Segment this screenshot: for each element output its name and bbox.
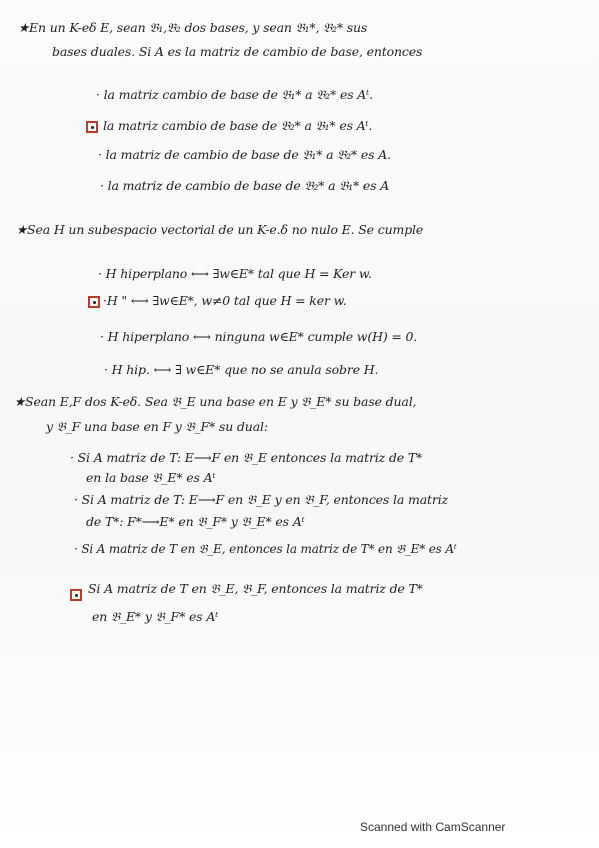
q3-stem-line2: y 𝔅_F una base en F y 𝔅_F* su dual: — [46, 419, 268, 434]
q3-option-2-line1: · Si A matriz de T: E⟶F en 𝔅_E y en 𝔅_F, entonces la matriz — [74, 492, 448, 507]
q1-option-1: · la matriz cambio de base de 𝔅₁* a 𝔅₂* es Aᵗ. — [96, 87, 373, 102]
q2-option-2: ·H " ⟷ ∃w∈E*, w≠0 tal que H = ker w. — [103, 293, 347, 308]
q3-option-1-line2: en la base 𝔅_E* es Aᵗ — [86, 470, 216, 485]
scanner-watermark: Scanned with CamScanner — [360, 820, 506, 834]
q2-option-1: · H hiperplano ⟷ ∃w∈E* tal que H = Ker w. — [98, 266, 372, 281]
checkbox-icon — [86, 121, 98, 133]
q2-option-3: · H hiperplano ⟷ ninguna w∈E* cumple w(H) = 0. — [100, 329, 418, 344]
q1-stem-line1: ★En un K-eδ E, sean 𝔅₁,𝔅₂ dos bases, y sean 𝔅₁*, 𝔅₂* sus — [18, 20, 368, 35]
checkbox-icon — [88, 296, 100, 308]
q1-option-2: la matriz cambio de base de 𝔅₂* a 𝔅₁* es Aᵗ. — [103, 118, 373, 133]
q3-option-4-line1: Si A matriz de T en 𝔅_E, 𝔅_F, entonces la matriz de T* — [88, 581, 423, 596]
q3-stem-line1: ★Sean E,F dos K-eδ. Sea 𝔅_E una base en E y 𝔅_E* su base dual, — [14, 394, 417, 409]
q3-option-1-line1: · Si A matriz de T: E⟶F en 𝔅_E entonces la matriz de T* — [70, 450, 423, 465]
checkbox-icon — [70, 589, 82, 601]
q1-option-3: · la matriz de cambio de base de 𝔅₁* a 𝔅₂* es A. — [98, 147, 391, 162]
q3-option-3: · Si A matriz de T en 𝔅_E, entonces la matriz de T* en 𝔅_E* es Aᵗ — [74, 542, 457, 556]
q1-stem-line2: bases duales. Si A es la matriz de cambio de base, entonces — [52, 44, 423, 59]
q3-option-4-line2: en 𝔅_E* y 𝔅_F* es Aᵗ — [92, 609, 219, 624]
q2-option-4: · H hip. ⟷ ∃ w∈E* que no se anula sobre H. — [104, 362, 379, 377]
q1-option-4: · la matriz de cambio de base de 𝔅₂* a 𝔅₁* es A — [100, 178, 390, 193]
q2-stem: ★Sea H un subespacio vectorial de un K-e.δ no nulo E. Se cumple — [16, 222, 424, 237]
q3-option-2-line2: de T*: F*⟶E* en 𝔅_F* y 𝔅_E* es Aᵗ — [86, 514, 305, 529]
